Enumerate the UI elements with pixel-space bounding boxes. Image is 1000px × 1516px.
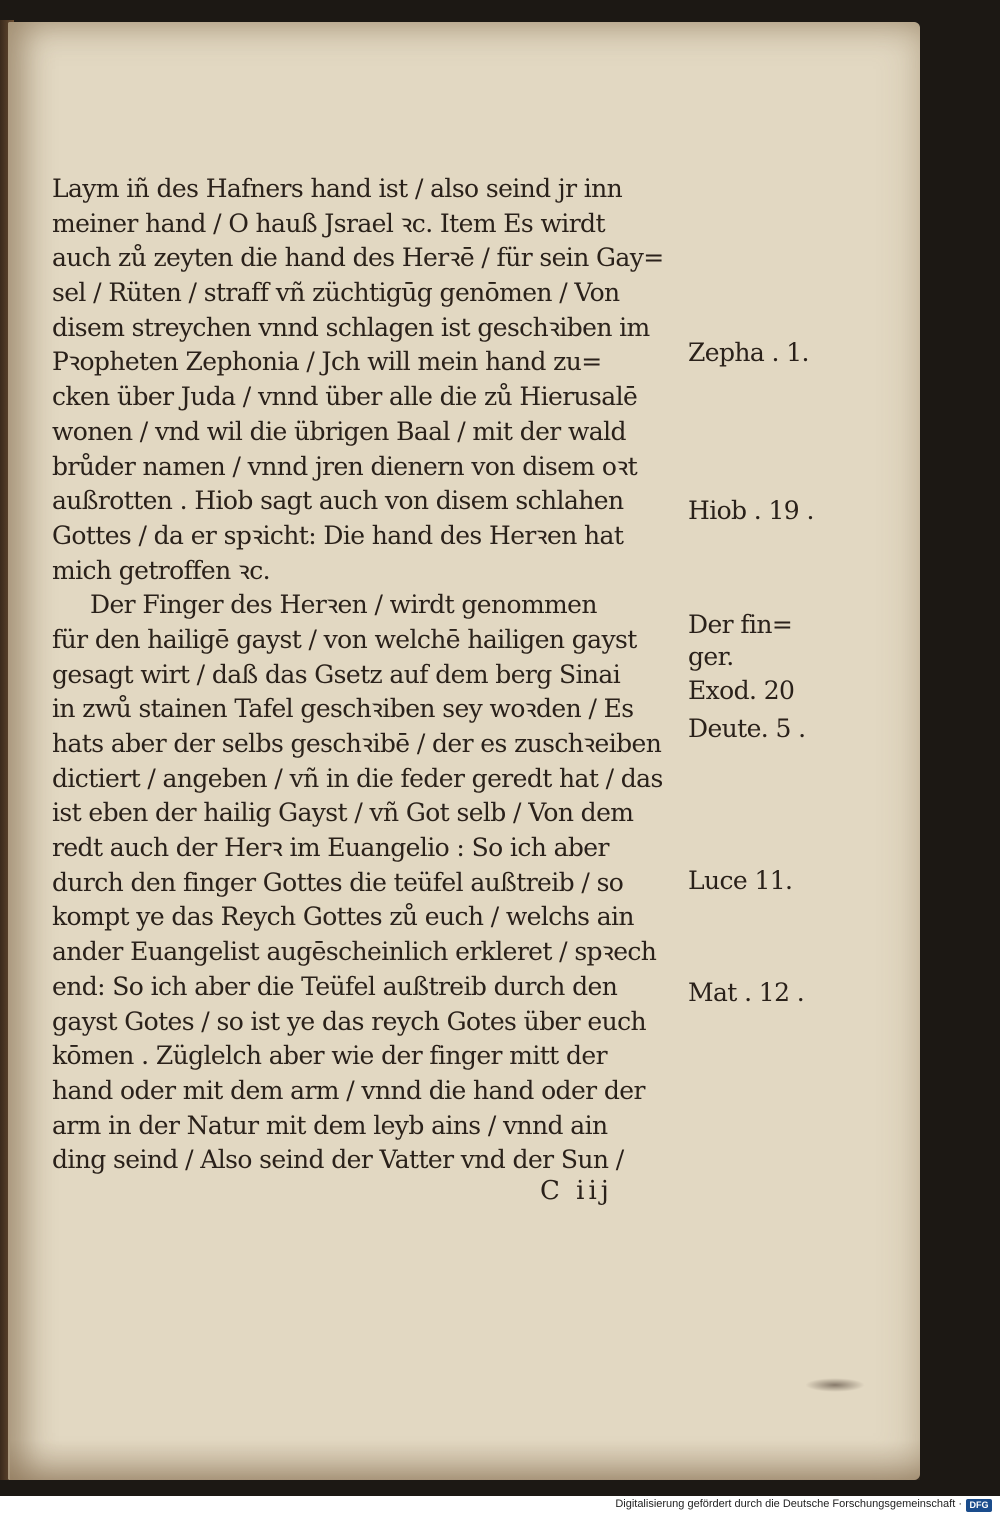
text-line: ist eben der hailig Gayst / vñ Got selb / Von dem <box>52 798 634 828</box>
text-line: cken über Juda / vnnd über alle die zů Hierusalē <box>52 382 638 412</box>
margin-note-hiob: Hiob . 19 . <box>688 496 814 525</box>
text-line: in zwů stainen Tafel geschꝛiben sey woꝛden / Es <box>52 694 634 724</box>
paragraph-start-line: Der Finger des Herꝛen / wirdt genommen <box>90 590 597 620</box>
text-line: kōmen . Züglelch aber wie der finger mitt der <box>52 1041 607 1071</box>
text-line: gayst Gotes / so ist ye das reych Gotes über euch <box>52 1006 647 1036</box>
margin-note-luce: Luce 11. <box>688 866 793 895</box>
text-line: redt auch der Herꝛ im Euangelio : So ich aber <box>52 833 609 863</box>
signature-mark: C iij <box>540 1176 613 1206</box>
funding-credit: Digitalisierung gefördert durch die Deutsche Forschungsgemeinschaft · <box>615 1498 962 1510</box>
text-line: sel / Rüten / straff vñ züchtigūg genōmen / Von <box>52 278 620 308</box>
margin-note-finger-1: Der fin= <box>688 610 793 639</box>
text-line: Pꝛopheten Zephonia / Jch will mein hand zu= <box>52 347 602 377</box>
text-line: hats aber der selbs geschꝛibē / der es zuschꝛeiben <box>52 729 662 758</box>
text-line: Gottes / da er spꝛicht: Die hand des Herꝛen hat <box>52 520 624 550</box>
page-bottom-shadow <box>10 1440 920 1480</box>
text-line: ding seind / Also seind der Vatter vnd der Sun / <box>52 1145 624 1175</box>
text-line: mich getroffen ꝛc. <box>52 555 270 585</box>
text-line: für den hailigē gayst / von welchē hailigen gayst <box>52 624 637 654</box>
text-line: durch den finger Gottes die teüfel außtreib / so <box>52 867 624 897</box>
text-line: hand oder mit dem arm / vnnd die hand oder der <box>52 1075 645 1105</box>
footer-bar <box>0 1496 1000 1516</box>
text-line: auch zů zeyten die hand des Herꝛē / für sein Gay= <box>52 243 664 273</box>
margin-note-exod: Exod. 20 <box>688 676 795 705</box>
text-line: dictiert / angeben / vñ in die feder geredt hat / das <box>52 763 663 793</box>
text-line: außrotten . Hiob sagt auch von disem schlahen <box>52 486 624 516</box>
text-line: ander Euangelist augēscheinlich erkleret / spꝛech <box>52 937 657 967</box>
margin-note-zepha: Zepha . 1. <box>688 338 809 367</box>
text-line: brůder namen / vnnd jren dienern von disem oꝛt <box>52 451 638 481</box>
main-text-block <box>52 172 692 1178</box>
text-line: meiner hand / O hauß Jsrael ꝛc. Item Es wirdt <box>52 208 605 238</box>
text-line: gesagt wirt / daß das Gsetz auf dem berg Sinai <box>52 659 621 689</box>
text-line: arm in der Natur mit dem leyb ains / vnnd ain <box>52 1110 608 1140</box>
text-line: end: So ich aber die Teüfel außtreib durch den <box>52 971 618 1001</box>
margin-note-finger-2: ger. <box>688 642 734 671</box>
dfg-logo-icon: DFG <box>966 1499 992 1512</box>
margin-note-deute: Deute. 5 . <box>688 714 806 743</box>
text-line: disem streychen vnnd schlagen ist geschꝛiben im <box>52 312 650 342</box>
text-line: wonen / vnd wil die übrigen Baal / mit der wald <box>52 416 626 446</box>
text-line: kompt ye das Reych Gottes zů euch / welchs ain <box>52 902 634 932</box>
ink-stain <box>805 1378 865 1392</box>
margin-note-mat: Mat . 12 . <box>688 978 805 1007</box>
text-line: Laym iñ des Hafners hand ist / also seind jr inn <box>52 174 623 203</box>
